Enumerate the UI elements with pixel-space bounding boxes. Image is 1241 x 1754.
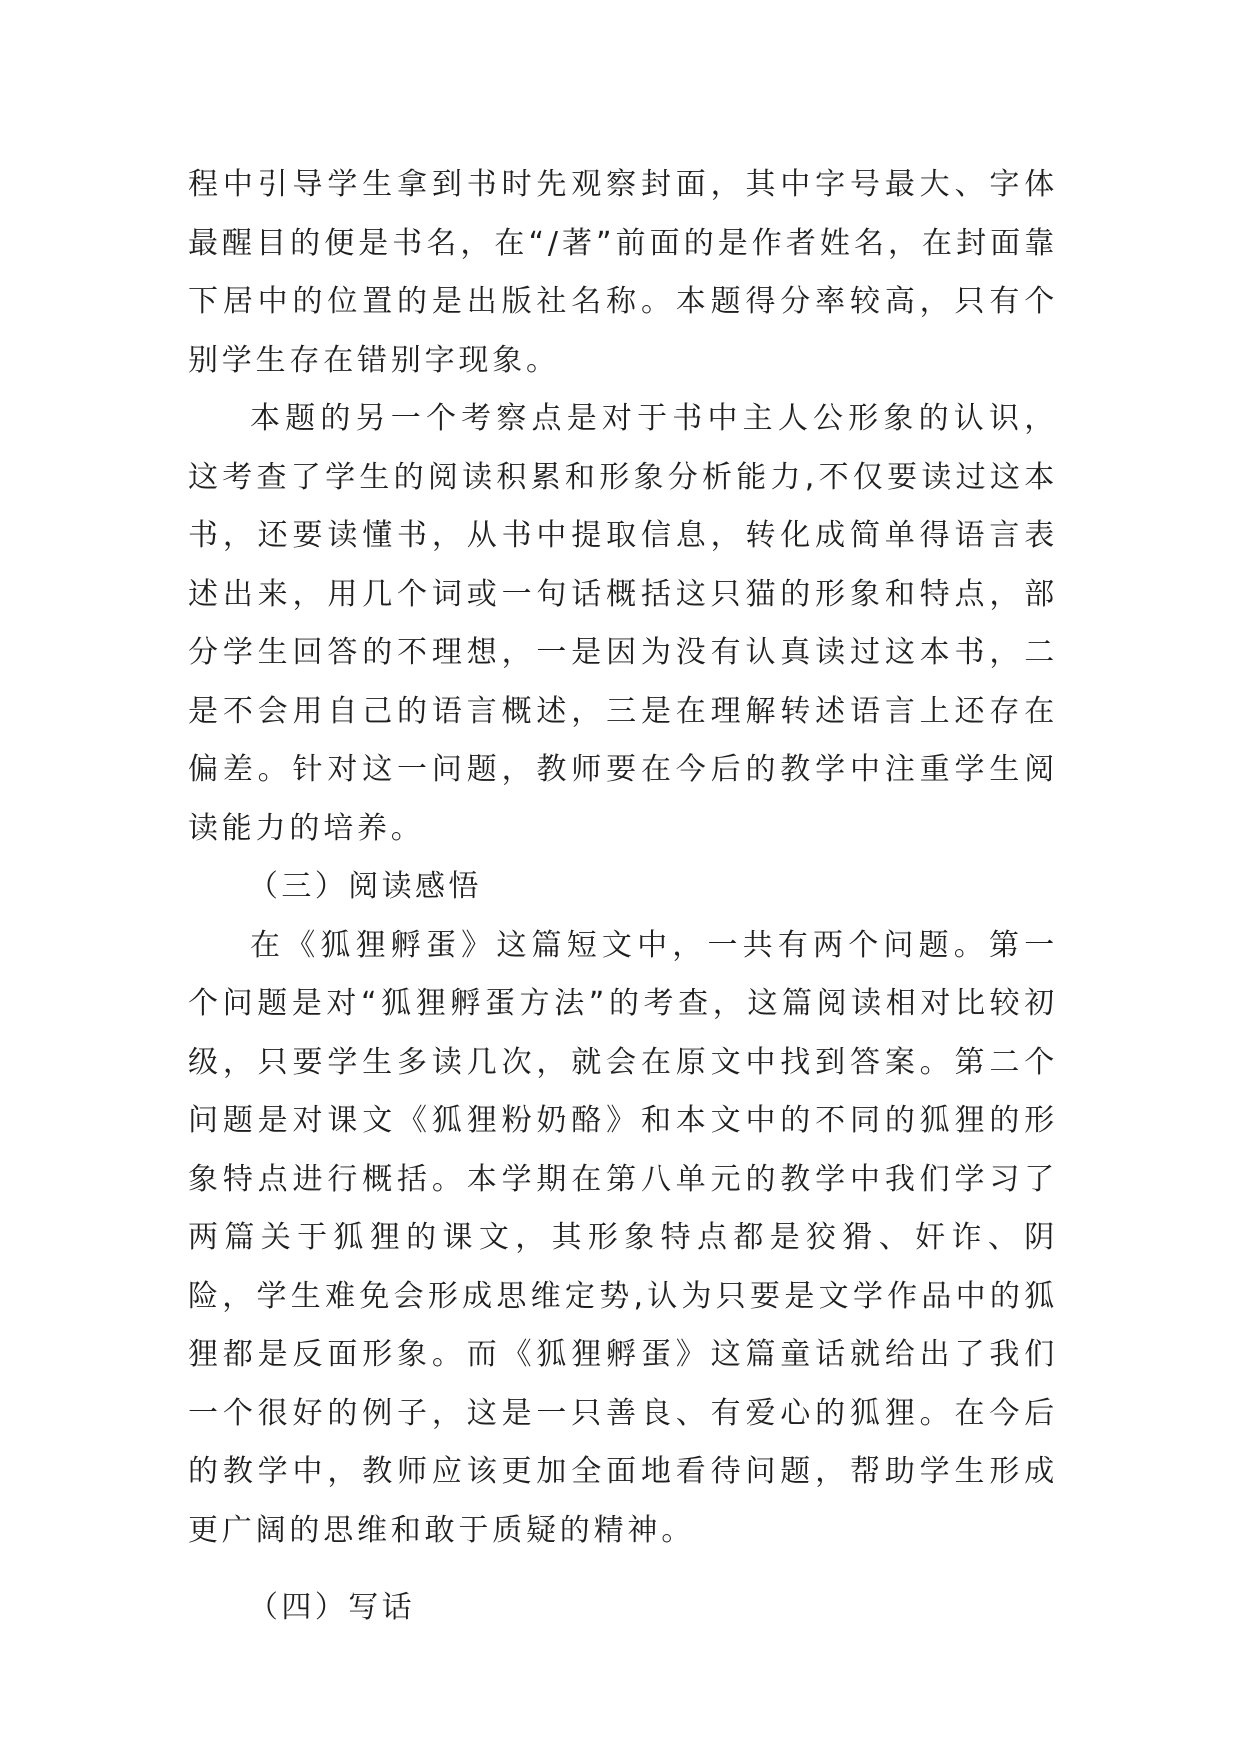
paragraph-fox-hatching-egg: 在《狐狸孵蛋》这篇短文中，一共有两个问题。第一个问题是对“狐狸孵蛋方法”的考查，这篇阅读相对比较初级，只要学生多读几次，就会在原文中找到答案。第二个问题是对课文《狐狸粉奶酪》和本文中的不同的狐狸的形象特点进行概括。本学期在第八单元的教学中我们学习了两篇关于狐狸的课文，其形象特点都是狡猾、奸诈、阴险，学生难免会形成思维定势,认为只要是文学作品中的狐狸都是反面形象。而《狐狸孵蛋》这篇童话就给出了我们一个很好的例子，这是一只善良、有爱心的狐狸。在今后的教学中，教师应该更加全面地看待问题，帮助学生形成更广阔的思维和敢于质疑的精神。 (188, 927, 1058, 1548)
paragraph-cover-observation: 程中引导学生拿到书时先观察封面，其中字号最大、字体最醒目的便是书名，在“/著”前面的是作者姓名，在封面靠下居中的位置的是出版社名称。本题得分率较高，只有个别学生存在错别字现象。 (188, 167, 1058, 378)
section-heading-writing: （四）写话 (248, 1590, 415, 1625)
document-body (188, 156, 1058, 1638)
section-heading-reading-insight: （三）阅读感悟 (248, 869, 482, 904)
paragraph-protagonist-image: 本题的另一个考察点是对于书中主人公形象的认识，这考查了学生的阅读积累和形象分析能力,不仅要读过这本书，还要读懂书，从书中提取信息，转化成简单得语言表述出来，用几个词或一句话概括这只猫的形象和特点，部分学生回答的不理想，一是因为没有认真读过这本书，二是不会用自己的语言概述，三是在理解转述语言上还存在偏差。针对这一问题，教师要在今后的教学中注重学生阅读能力的培养。 (188, 401, 1058, 846)
